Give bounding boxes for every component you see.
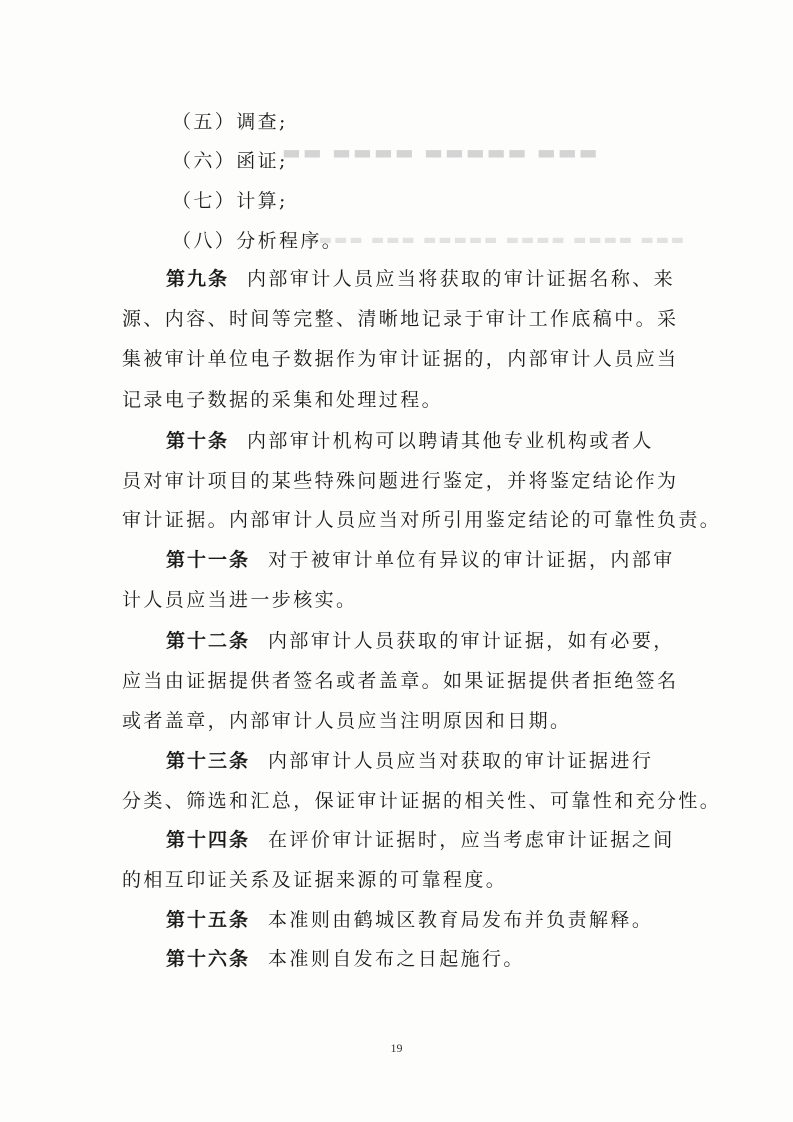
article-paragraph [166,428,654,454]
list-item: （五）调查; [172,111,288,133]
article-heading: 第十一条 [166,549,251,571]
article-heading: 第十四条 [166,829,251,851]
article-paragraph [166,748,653,774]
article-heading: 第九条 [166,268,230,290]
article-text-line: 计人员应当进一步核实。 [122,589,358,611]
article-paragraph [166,907,653,933]
page-number: 19 [390,1041,403,1055]
article-text-line: 分类、筛选和汇总，保证审计证据的相关性、可靠性和充分性。 [122,790,722,812]
article-heading: 第十五条 [166,909,251,931]
article-text-line: 集被审计单位电子数据作为审计证据的，内部审计人员应当 [122,348,679,370]
article-paragraph [166,266,675,292]
article-paragraph [166,827,675,853]
list-item: （七）计算; [172,190,288,212]
article-text: 内部审计机构可以聘请其他专业机构或者人 [247,430,654,452]
article-text: 在评价审计证据时，应当考虑审计证据之间 [268,829,675,851]
article-heading: 第十二条 [166,630,251,652]
article-text-line: 记录电子数据的采集和处理过程。 [122,389,444,411]
bleed-through-mark: ▬▬ ▬▬▬▬ ▬▬▬▬▬ ▬▬▬ [282,140,600,164]
article-heading: 第十六条 [166,948,251,970]
article-text-line: 员对审计项目的某些特殊问题进行鉴定，并将鉴定结论作为 [122,470,679,492]
bleed-through-mark: ▬ ▬▬▬▬ ▬▬▬ ▬▬▬▬▬ ▬▬▬▬ ▬▬▬▬ ▬▬▬ [282,232,687,248]
list-item: （八）分析程序。 [172,230,344,252]
article-paragraph [166,628,675,654]
article-text-line: 或者盖章，内部审计人员应当注明原因和日期。 [122,710,572,732]
article-paragraph [166,547,675,573]
article-text: 本准则自发布之日起施行。 [268,948,525,970]
article-heading: 第十三条 [166,750,251,772]
article-paragraph [166,946,525,972]
article-text: 内部审计人员获取的审计证据，如有必要， [268,630,675,652]
article-text-line: 源、内容、时间等完整、清晰地记录于审计工作底稿中。采 [122,308,679,330]
article-heading: 第十条 [166,430,230,452]
article-text-line: 审计证据。内部审计人员应当对所引用鉴定结论的可靠性负责。 [122,509,722,531]
article-text: 内部审计人员应当对获取的审计证据进行 [268,750,654,772]
article-text: 对于被审计单位有异议的审计证据，内部审 [268,549,675,571]
article-text: 本准则由鹤城区教育局发布并负责解释。 [268,909,654,931]
article-text-line: 的相互印证关系及证据来源的可靠程度。 [122,869,508,891]
list-item: （六）函证; [172,150,288,172]
article-text: 内部审计人员应当将获取的审计证据名称、来 [247,268,676,290]
article-text-line: 应当由证据提供者签名或者盖章。如果证据提供者拒绝签名 [122,670,679,692]
